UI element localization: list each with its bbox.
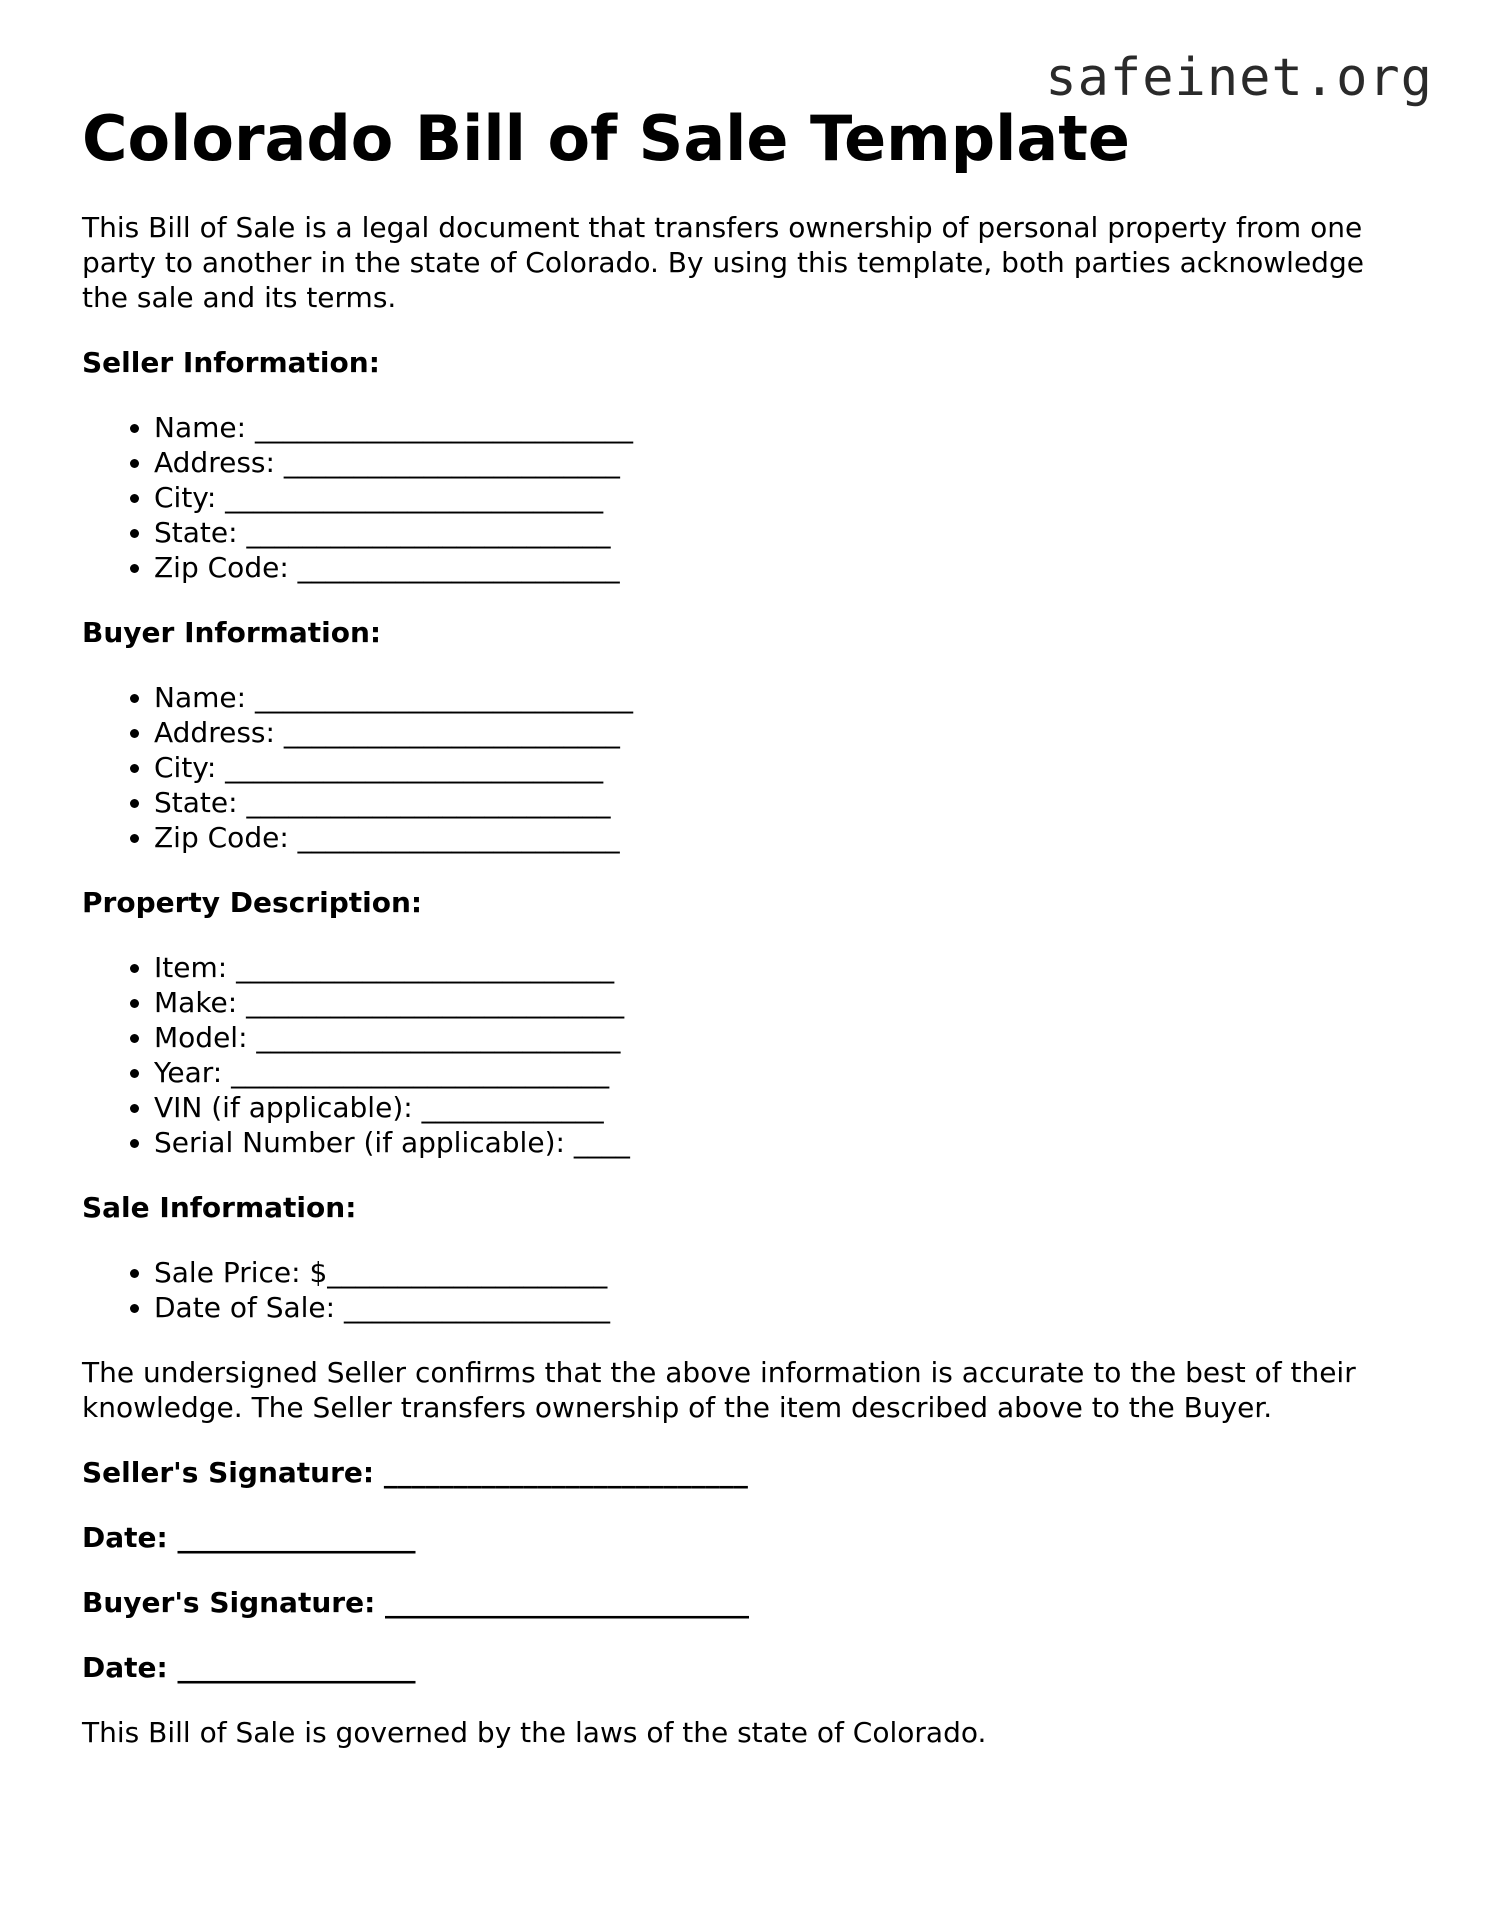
page-title: Colorado Bill of Sale Template: [82, 102, 1130, 175]
property-model-field: • Model: __________________________: [154, 1020, 1412, 1055]
sale-section-heading: Sale Information:: [82, 1191, 357, 1224]
buyer-date-line: Date: _________________: [82, 1651, 416, 1684]
property-serial-field: • Serial Number (if applicable): ____: [154, 1125, 1412, 1160]
seller-zip-field: • Zip Code: _______________________: [154, 550, 1412, 585]
property-item-field: • Item: ___________________________: [154, 950, 1412, 985]
seller-section-heading: Seller Information:: [82, 346, 380, 379]
document-body: [82, 210, 1412, 1780]
buyer-name-field: • Name: ___________________________: [154, 680, 1412, 715]
seller-address-field: • Address: ________________________: [154, 445, 1412, 480]
seller-city-field: • City: ___________________________: [154, 480, 1412, 515]
buyer-zip-field: • Zip Code: _______________________: [154, 820, 1412, 855]
sale-info-list: [82, 1255, 1412, 1325]
buyer-signature-line: Buyer's Signature: __________________________: [82, 1586, 750, 1619]
sale-price-field: • Sale Price: $____________________: [154, 1255, 1412, 1290]
seller-info-list: [82, 410, 1412, 585]
property-info-list: [82, 950, 1412, 1160]
watermark-text: safeinet.org: [1045, 48, 1433, 108]
governing-law-paragraph: This Bill of Sale is governed by the laws of the state of Colorado.: [82, 1716, 987, 1749]
seller-date-line: Date: _________________: [82, 1521, 416, 1554]
seller-name-field: • Name: ___________________________: [154, 410, 1412, 445]
buyer-address-field: • Address: ________________________: [154, 715, 1412, 750]
sale-date-field: • Date of Sale: ___________________: [154, 1290, 1412, 1325]
intro-paragraph: This Bill of Sale is a legal document that transfers ownership of personal property from one party to another in the state of Colorado. By using this template, both parties acknowledge the sale and its terms.: [82, 211, 1364, 314]
buyer-section-heading: Buyer Information:: [82, 616, 382, 649]
buyer-info-list: [82, 680, 1412, 855]
property-make-field: • Make: ___________________________: [154, 985, 1412, 1020]
confirmation-paragraph: The undersigned Seller confirms that the above information is accurate to the best of their knowledge. The Seller transfers ownership of the item described above to the Buyer.: [82, 1356, 1356, 1424]
property-vin-field: • VIN (if applicable): _____________: [154, 1090, 1412, 1125]
buyer-state-field: • State: __________________________: [154, 785, 1412, 820]
buyer-city-field: • City: ___________________________: [154, 750, 1412, 785]
seller-state-field: • State: __________________________: [154, 515, 1412, 550]
property-section-heading: Property Description:: [82, 886, 423, 919]
seller-signature-line: Seller's Signature: __________________________: [82, 1456, 748, 1489]
property-year-field: • Year: ___________________________: [154, 1055, 1412, 1090]
